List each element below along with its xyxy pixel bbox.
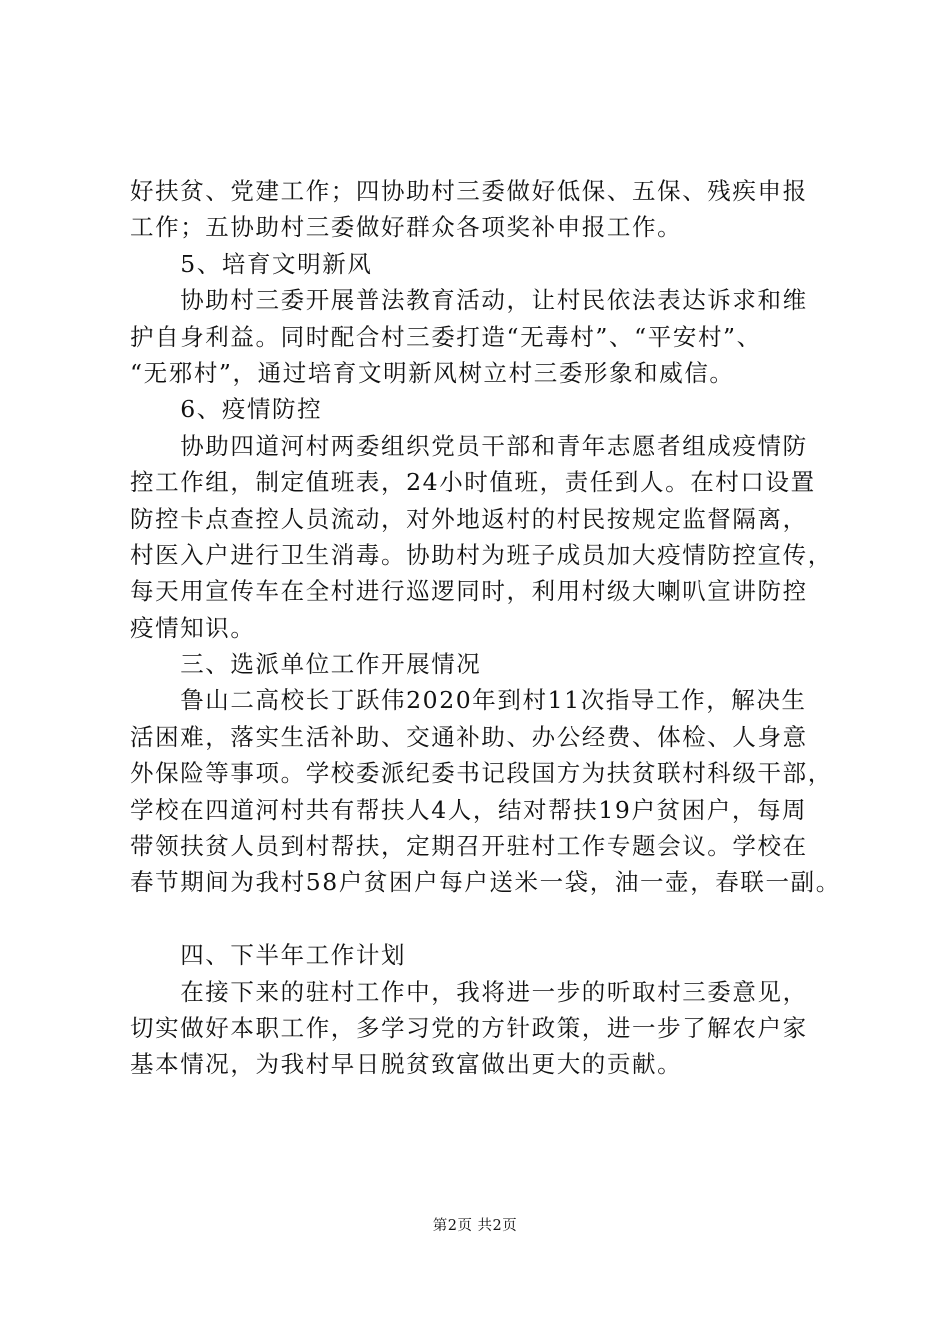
- text-line: 协助村三委开展普法教育活动，让村民依法表达诉求和维: [130, 286, 808, 315]
- text-line: 基本情况，为我村早日脱贫致富做出更大的贡献。: [130, 1050, 683, 1079]
- text-line: 鲁山二高校长丁跃伟2020年到村11次指导工作，解决生: [130, 686, 807, 715]
- document-body: [130, 173, 850, 1083]
- text-line: 学校在四道河村共有帮扶人4人，结对帮扶19户贫困户，每周: [130, 795, 808, 824]
- text-line: 外保险等事项。学校委派纪委书记段国方为扶贫联村科级干部，: [130, 759, 833, 788]
- text-line: 村医入户进行卫生消毒。协助村为班子成员加大疫情防控宣传，: [130, 540, 833, 569]
- text-line: 在接下来的驻村工作中，我将进一步的听取村三委意见，: [130, 977, 808, 1006]
- blank-line: [130, 901, 850, 937]
- text-line: 切实做好本职工作，多学习党的方针政策，进一步了解农户家: [130, 1013, 808, 1042]
- text-line: 工作；五协助村三委做好群众各项奖补申报工作。: [130, 213, 683, 242]
- text-line: 好扶贫、党建工作；四协助村三委做好低保、五保、残疾申报: [130, 177, 808, 205]
- text-line: 每天用宣传车在全村进行巡逻同时，利用村级大喇叭宣讲防控: [130, 577, 808, 606]
- section-heading: 三、选派单位工作开展情况: [130, 650, 482, 679]
- text-line: 活困难，落实生活补助、交通补助、办公经费、体检、人身意: [130, 722, 808, 751]
- text-line: “无邪村”，通过培育文明新风树立村三委形象和威信。: [130, 358, 735, 387]
- section-heading: 5、培育文明新风: [130, 249, 373, 278]
- text-line: 协助四道河村两委组织党员干部和青年志愿者组成疫情防: [130, 431, 808, 460]
- text-line: 带领扶贫人员到村帮扶，定期召开驻村工作专题会议。学校在: [130, 832, 808, 861]
- section-heading: 6、疫情防控: [130, 395, 323, 424]
- text-line: 防控卡点查控人员流动，对外地返村的村民按规定监督隔离，: [130, 504, 808, 533]
- page-indicator: 第2页 共2页: [432, 1218, 518, 1234]
- section-heading: 四、下半年工作计划: [130, 941, 407, 970]
- text-line: 春节期间为我村58户贫困户每户送米一袋，油一壶，春联一副。: [130, 868, 841, 897]
- text-line: 疫情知识。: [130, 613, 256, 642]
- text-line: 护自身利益。同时配合村三委打造“无毒村”、“平安村”、: [130, 322, 762, 351]
- text-line: 控工作组，制定值班表，24小时值班，责任到人。在村口设置: [130, 468, 816, 497]
- page-footer: [0, 1214, 950, 1235]
